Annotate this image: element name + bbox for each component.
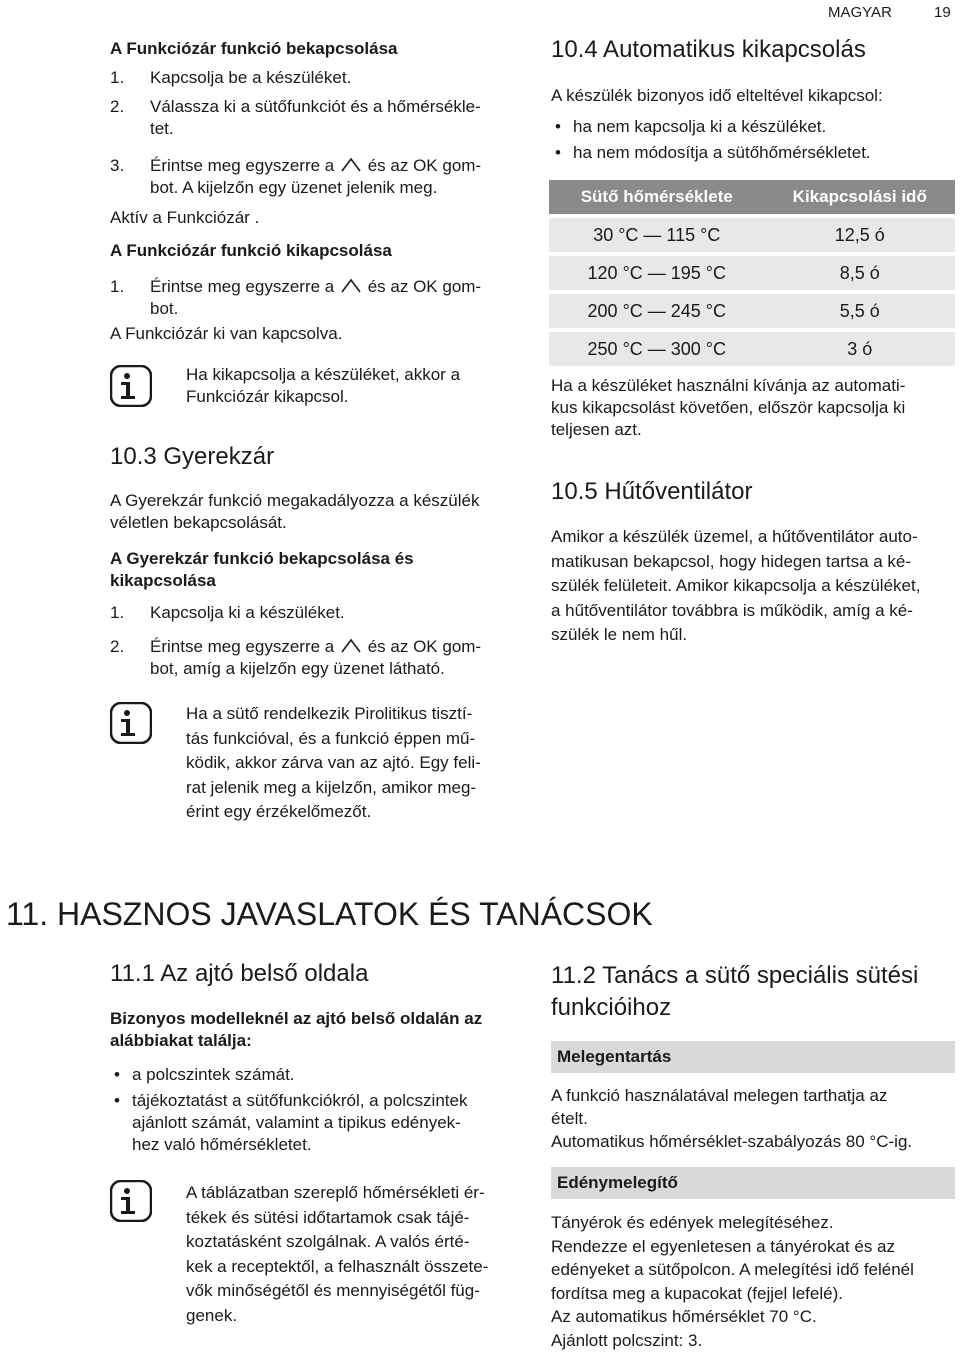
child-lock-intro: A Gyerekzár funkció megakadályozza a készülék véletlen bekapcsolását. [110,491,480,532]
list-item: • ha nem kapcsolja ki a készüléket. [551,116,951,138]
auto-off-note: Ha a készüléket használni kívánja az automati- kus kikapcsolást követően, először kapcsolja ki teljesen azt. [551,376,906,439]
up-arrow-icon [341,639,361,653]
chapter-title: 11. HASZNOS JAVASLATOK ÉS TANÁCSOK [6,896,653,932]
list-item: 1. Kapcsolja ki a készüléket. [110,603,345,622]
column-header: Sütő hőmérséklete [549,180,765,214]
list-item: 2. Érintse meg egyszerre a és az OK gom- bot, amíg a kijelzőn egy üzenet látható. [110,637,482,678]
info-icon [110,365,152,407]
list-item: • tájékoztatást a sütőfunkciókról, a polcszintek ajánlott számát, valamint a tipikus edények- hez való hőmérsékletet. [110,1090,530,1156]
lock-on-heading: A Funkciózár funkció bekapcsolása [110,39,398,58]
door-info-list [110,1064,530,1160]
table-row: 30 °C — 115 °C 12,5 ó [549,218,955,252]
auto-off-conditions [551,116,951,168]
lock-off-heading: A Funkciózár funkció kikapcsolása [110,241,392,260]
table-header-row [549,180,955,214]
section-title: 10.4 Automatikus kikapcsolás [551,36,866,63]
lock-on-result: Aktív a Funkciózár . [110,208,260,227]
cooling-fan-text: Amikor a készülék üzemel, a hűtőventilátor auto- matikusan bekapcsol, hogy hidegen tartsa a ké- szülék felületeit. Amikor kikapcsolja a készüléket, a hűtőventilátor továbbra is működik, amíg a ké- szülék le nem hűl. [551,527,921,644]
column-header: Kikapcsolási idő [765,180,955,214]
up-arrow-icon [341,279,361,293]
keep-warm-text: A funkció használatával melegen tarthatja az ételt. Automatikus hőmérséklet-szabályozás 80 °C-ig. [551,1086,913,1151]
table-row: 120 °C — 195 °C 8,5 ó [549,256,955,290]
auto-off-intro: A készülék bizonyos idő elteltével kikapcsol: [551,86,883,105]
up-arrow-icon [341,158,361,172]
child-lock-heading: A Gyerekzár funkció bekapcsolása és kikapcsolása [110,549,414,590]
door-intro: Bizonyos modelleknél az ajtó belső oldalán az alábbiakat találja: [110,1009,483,1050]
list-item: • ha nem módosítja a sütőhőmérsékletet. [551,142,951,164]
section-title: 11.2 Tanács a sütő speciális sütési funkcióihoz [551,962,919,1021]
info-note: A táblázatban szereplő hőmérsékleti ér- tékek és sütési időtartamok csak tájé- koztatásként szolgálnak. A valós érté- kek a receptektől, a felhasznált összete- vők minőségétől és mennyiségétől füg- genek. [186,1183,489,1325]
auto-off-table [549,176,955,370]
keep-warm-heading: Melegentartás [551,1041,955,1073]
list-item: 1. Kapcsolja be a készüléket. [110,68,352,87]
plate-warm-heading: Edénymelegítő [551,1167,955,1199]
info-note: Ha a sütő rendelkezik Pirolitikus tisztí- tás funkcióval, és a funkció éppen mű- ködik, akkor zárva van az ajtó. Egy feli- rat jelenik meg a kijelzőn, amikor meg- érint egy érzékelőmezőt. [186,704,481,821]
plate-warm-text: Tányérok és edények melegítéséhez. Rendezze el egyenletesen a tányérokat és az edényeket a sütőpolcon. A melegítési idő felénél fordítsa meg a kupacokat (fejjel lefelé). Az automatikus hőmérséklet 70 °C. Ajánlott polcszint: 3. [551,1213,914,1350]
info-icon [110,1180,152,1222]
lock-off-result: A Funkciózár ki van kapcsolva. [110,324,343,343]
list-item: 3. Érintse meg egyszerre a és az OK gom- bot. A kijelzőn egy üzenet jelenik meg. [110,156,482,197]
table-row: 200 °C — 245 °C 5,5 ó [549,294,955,328]
list-item: 2. Válassza ki a sütőfunkciót és a hőmérsékle- tet. [110,97,481,138]
table-row: 250 °C — 300 °C 3 ó [549,332,955,366]
info-icon [110,702,152,744]
section-title: 11.1 Az ajtó belső oldala [110,960,369,987]
page-number: 19 [934,4,951,21]
info-note: Ha kikapcsolja a készüléket, akkor a Funkciózár kikapcsol. [186,365,461,406]
section-title: 10.3 Gyerekzár [110,443,275,470]
list-item: • a polcszintek számát. [110,1064,530,1086]
page-language: MAGYAR [828,4,892,21]
list-item: 1. Érintse meg egyszerre a és az OK gom- bot. [110,277,482,318]
section-title: 10.5 Hűtőventilátor [551,478,753,505]
